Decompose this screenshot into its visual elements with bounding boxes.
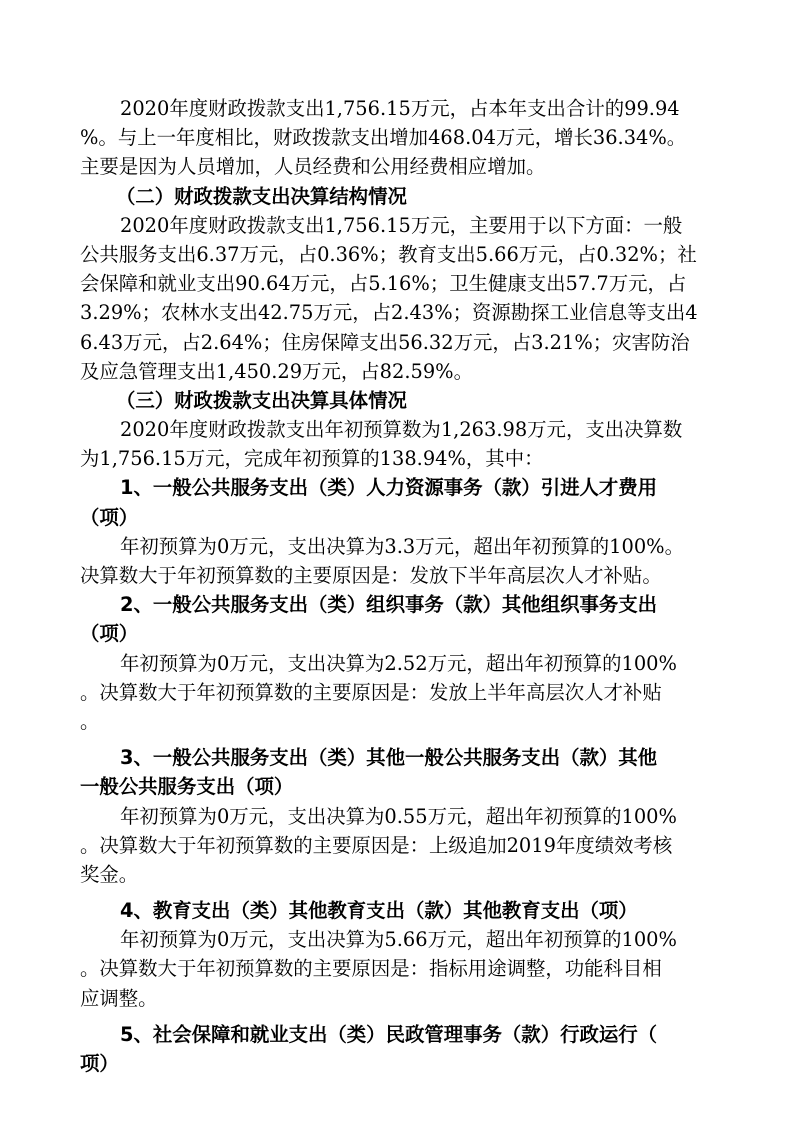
item-title: 5、社会保障和就业支出（类）民政管理事务（款）行政运行（ <box>120 1022 658 1046</box>
item-title: 4、教育支出（类）其他教育支出（款）其他教育支出（项） <box>120 899 638 923</box>
item-body: 年初预算为0万元，支出决算为2.52万元，超出年初预算的100% <box>120 651 677 675</box>
text-line: %。与上一年度相比，财政拨款支出增加468.04万元，增长36.34%。 <box>80 126 687 150</box>
item-title: （项） <box>80 622 139 646</box>
text-line: 为1,756.15万元，完成年初预算的138.94%，其中： <box>80 447 544 471</box>
item-body: 决算数大于年初预算数的主要原因是：发放下半年高层次人才补贴。 <box>80 564 662 587</box>
item-title: 1、一般公共服务支出（类）人力资源事务（款）引进人才费用 <box>120 476 658 500</box>
item-body: 。决算数大于年初预算数的主要原因是：发放上半年高层次人才补贴 <box>80 680 662 704</box>
paragraph-expenditure-summary <box>80 94 713 182</box>
text-line: 及应急管理支出1,450.29万元，占82.59%。 <box>80 359 473 383</box>
item-body: 年初预算为0万元，支出决算为3.3万元，超出年初预算的100%。 <box>120 534 684 558</box>
expenditure-item <box>80 743 713 889</box>
paragraph-expenditure-details <box>80 415 713 473</box>
item-body: 应调整。 <box>80 986 158 1010</box>
section-heading-details: （三）财政拨款支出决算具体情况 <box>116 388 407 412</box>
expenditure-item <box>80 896 713 1013</box>
expenditure-item <box>80 590 713 736</box>
section-heading-structure: （二）财政拨款支出决算结构情况 <box>116 184 407 208</box>
text-line: 会保障和就业支出90.64万元，占5.16%；卫生健康支出57.7万元，占 <box>80 272 687 296</box>
text-line: 主要是因为人员增加，人员经费和公用经费相应增加。 <box>80 155 546 179</box>
item-body: 。 <box>80 709 100 733</box>
text-line: 2020年度财政拨款支出1,756.15万元，主要用于以下方面：一般 <box>120 213 683 237</box>
item-body: 年初预算为0万元，支出决算为0.55万元，超出年初预算的100% <box>120 804 677 828</box>
text-line: 公共服务支出6.37万元，占0.36%；教育支出5.66万元，占0.32%；社 <box>80 242 697 266</box>
expenditure-item <box>80 1020 713 1078</box>
expenditure-item <box>80 473 713 590</box>
item-body: 。决算数大于年初预算数的主要原因是：指标用途调整，功能科目相 <box>80 957 662 981</box>
item-body: 奖金。 <box>80 862 139 886</box>
text-line: 2020年度财政拨款支出1,756.15万元，占本年支出合计的99.94 <box>120 97 680 120</box>
item-body: 年初预算为0万元，支出决算为5.66万元，超出年初预算的100% <box>120 928 677 952</box>
text-line: 6.43万元，占2.64%；住房保障支出56.32万元，占3.21%；灾害防治 <box>80 330 690 354</box>
text-line: 2020年度财政拨款支出年初预算数为1,263.98万元，支出决算数 <box>120 418 683 442</box>
item-title: 一般公共服务支出（项） <box>80 775 294 799</box>
item-title: 2、一般公共服务支出（类）组织事务（款）其他组织事务支出 <box>120 593 658 617</box>
text-line: 3.29%；农林水支出42.75万元，占2.43%；资源勘探工业信息等支出4 <box>80 301 698 325</box>
item-title: 项） <box>80 1052 119 1075</box>
item-body: 。决算数大于年初预算数的主要原因是：上级追加2019年度绩效考核 <box>80 833 673 857</box>
item-title: （项） <box>80 505 139 529</box>
document-page <box>80 94 713 1078</box>
paragraph-expenditure-structure <box>80 211 713 386</box>
item-title: 3、一般公共服务支出（类）其他一般公共服务支出（款）其他 <box>120 746 658 770</box>
